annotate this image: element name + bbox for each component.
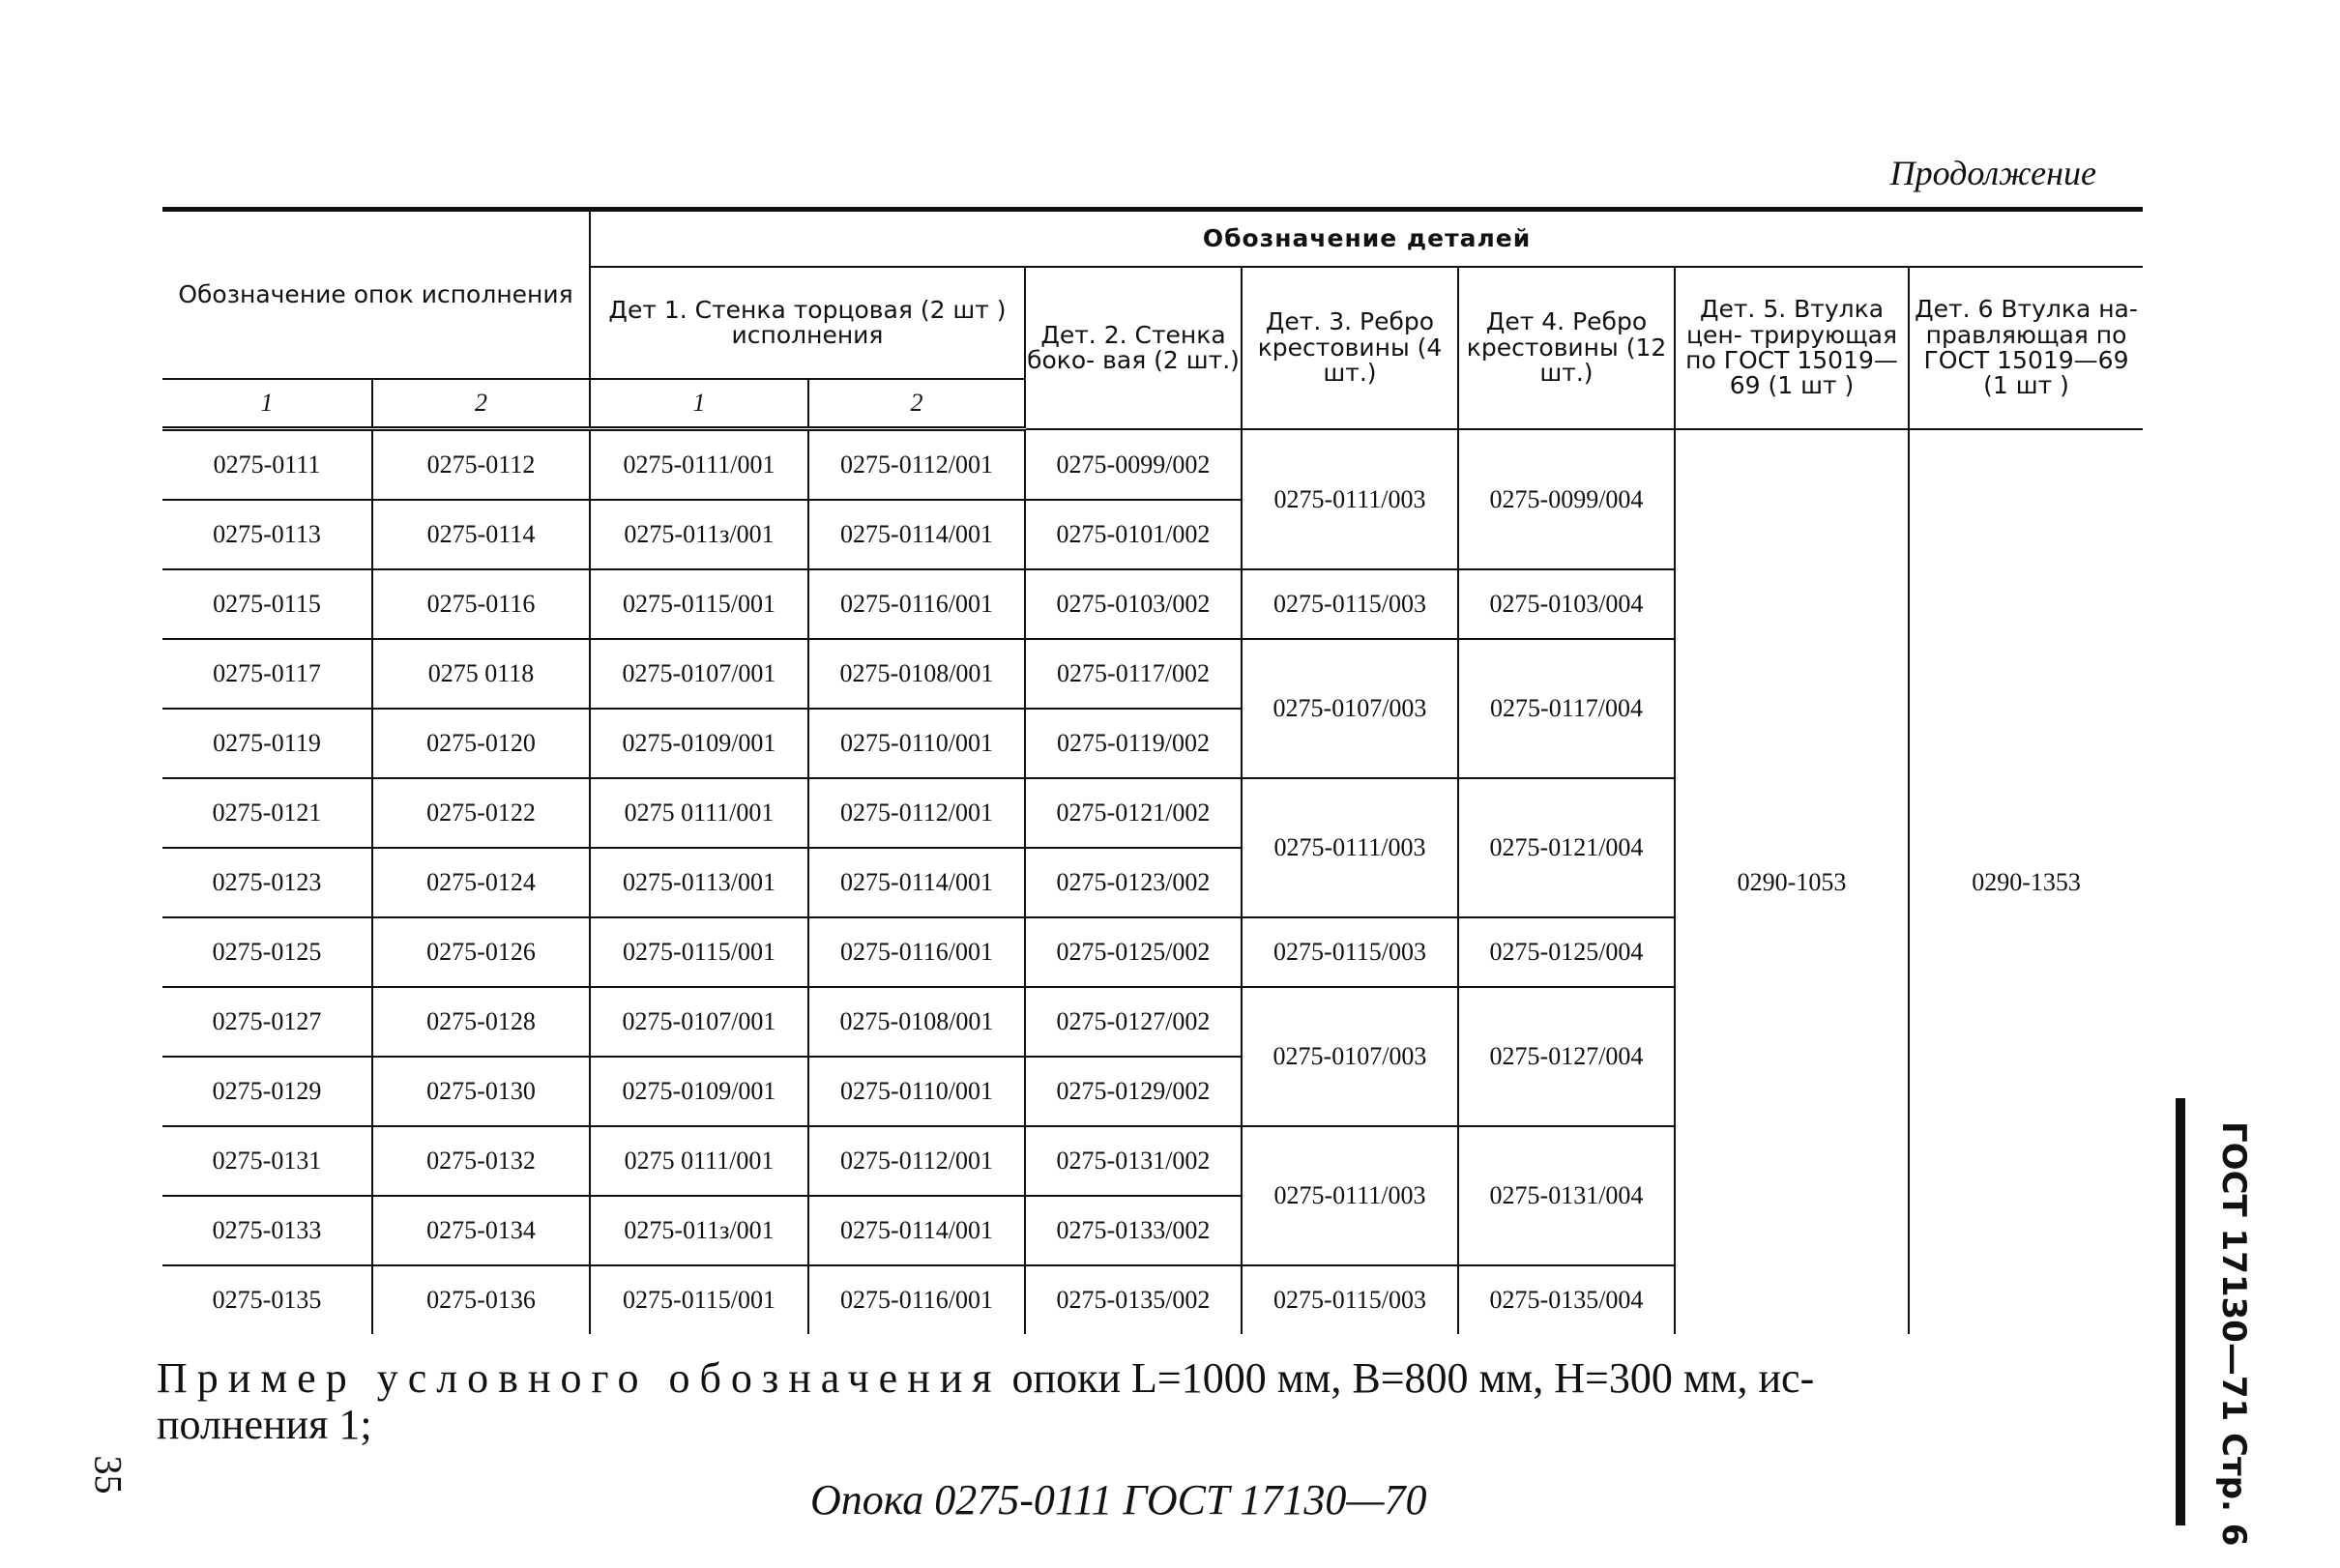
cell-det2: 0275-0121/002 [1025,778,1242,848]
header-designation: Обозначение опок исполнения [162,210,590,380]
cell-opoka-2: 0275-0130 [372,1057,590,1126]
cell-opoka-2: 0275-0132 [372,1126,590,1196]
cell-det1-2: 0275-0114/001 [808,848,1025,917]
cell-det2: 0275-0129/002 [1025,1057,1242,1126]
example-dimensions-text: опоки L=1000 мм, B=800 мм, H=300 мм, ис- [1011,1354,1815,1402]
cell-opoka-1: 0275-0113 [162,500,372,569]
cell-opoka-2: 0275-0116 [372,569,590,639]
cell-det1-2: 0275-0116/001 [808,1265,1025,1334]
header-det4: Дет 4. Ребро крестовины (12 шт.) [1458,267,1675,429]
cell-det2: 0275-0135/002 [1025,1265,1242,1334]
cell-det2: 0275-0127/002 [1025,987,1242,1057]
cell-det3: 0275-0111/003 [1242,1126,1458,1265]
cell-det1-1: 0275-0115/001 [590,569,808,639]
subheader-det1-exec-2: 2 [808,379,1025,429]
cell-det2: 0275-0133/002 [1025,1196,1242,1265]
cell-det4: 0275-0135/004 [1458,1265,1675,1334]
subheader-det1-exec-1: 1 [590,379,808,429]
example-line-1 [157,1353,1814,1403]
cell-det1-1: 0275-011з/001 [590,500,808,569]
cell-opoka-1: 0275-0131 [162,1126,372,1196]
cell-opoka-1: 0275-0117 [162,639,372,709]
cell-det3: 0275-0107/003 [1242,639,1458,778]
cell-det4: 0275-0121/004 [1458,778,1675,917]
cell-opoka-2: 0275-0136 [372,1265,590,1334]
cell-opoka-2: 0275-0124 [372,848,590,917]
table-row [162,429,2143,501]
cell-det1-1: 0275-011з/001 [590,1196,808,1265]
cell-det1-1: 0275 0111/001 [590,778,808,848]
parts-table [162,207,2143,1334]
cell-det1-2: 0275-0116/001 [808,917,1025,987]
cell-opoka-1: 0275-0115 [162,569,372,639]
cell-opoka-1: 0275-0135 [212,1286,322,1315]
cell-det1-1: 0275-0109/001 [590,1057,808,1126]
cell-det5: 0290-1053 [1675,429,1909,1335]
side-rule [2176,1098,2185,1525]
cell-det2: 0275-0119/002 [1025,709,1242,778]
header-det2: Дет. 2. Стенка боко- вая (2 шт.) [1025,267,1242,429]
header-det3: Дет. 3. Ребро крестовины (4 шт.) [1242,267,1458,429]
cell-opoka-1: 0275-0111 [162,429,372,501]
cell-det4: 0275-0099/004 [1458,429,1675,570]
cell-opoka-1: 0275-0121 [162,778,372,848]
cell-det1-2: 0275-0112/001 [808,1126,1025,1196]
cell-det1-2: 0275-0112/001 [808,778,1025,848]
cell-opoka-1: 0275-0129 [162,1057,372,1126]
cell-det1-2: 0275-0110/001 [808,709,1025,778]
cell-opoka-1: 0275-0119 [162,709,372,778]
cell-det4: 0275-0131/004 [1458,1126,1675,1265]
cell-opoka-2: 0275-0126 [372,917,590,987]
cell-det6: 0290-1353 [1909,429,2143,1335]
cell-opoka-2: 0275-0114 [372,500,590,569]
cell-det1-1: 0275-0115/001 [590,1265,808,1334]
example-spaced-text: Пример условного обозначения [157,1354,1002,1402]
cell-det3: 0275-0111/003 [1242,778,1458,917]
cell-opoka-2: 0275-0120 [372,709,590,778]
cell-det1-1: 0275-0115/001 [590,917,808,987]
page-number: 35 [86,1455,131,1495]
subheader-exec-2: 2 [372,379,590,429]
cell-opoka-2: 0275 0118 [372,639,590,709]
cell-det1-2: 0275-0108/001 [808,987,1025,1057]
cell-det1-2: 0275-0112/001 [808,429,1025,501]
cell-det4: 0275-0117/004 [1458,639,1675,778]
example-designation: Опока 0275-0111 ГОСТ 17130—70 [810,1476,1427,1524]
cell-opoka-2: 0275-0112 [372,429,590,501]
cell-det1-2: 0275-0116/001 [808,569,1025,639]
header-det5: Дет. 5. Втулка цен- трирующая по ГОСТ 15019—69 (1 шт ) [1675,267,1909,429]
cell-det1-2: 0275-0114/001 [808,1196,1025,1265]
cell-det1-2: 0275-0110/001 [808,1057,1025,1126]
header-parts-group: Обозначение деталей [590,210,2143,268]
cell-opoka-1: 0275-0123 [162,848,372,917]
cell-det1-1: 0275 0111/001 [590,1126,808,1196]
cell-det1-1: 0275-0107/001 [590,639,808,709]
cell-det1-1: 0275-0109/001 [590,709,808,778]
cell-opoka-2: 0275-0134 [372,1196,590,1265]
cell-opoka-2: 0275-0128 [372,987,590,1057]
continuation-label: Продолжение [1889,154,2096,192]
cell-det4: 0275-0103/004 [1458,569,1675,639]
cell-det3: 0275-0115/003 [1242,569,1458,639]
cell-det1-1: 0275-0113/001 [590,848,808,917]
cell-det4: 0275-0127/004 [1458,987,1675,1126]
cell-opoka-2: 0275-0122 [372,778,590,848]
side-standard-label: ГОСТ 17130—71 Стр. 6 [2214,1121,2253,1547]
cell-opoka-1: 0275-0133 [162,1196,372,1265]
cell-det2: 0275-0101/002 [1025,500,1242,569]
subheader-exec-1: 1 [162,379,372,429]
cell-det3: 0275-0115/003 [1242,917,1458,987]
cell-det4: 0275-0125/004 [1458,917,1675,987]
cell-det3: 0275-0115/003 [1242,1265,1458,1334]
cell-opoka-1: 0275-0127 [162,987,372,1057]
cell-det2: 0275-0131/002 [1025,1126,1242,1196]
cell-det1-2: 0275-0108/001 [808,639,1025,709]
cell-det2: 0275-0117/002 [1025,639,1242,709]
cell-det2: 0275-0103/002 [1025,569,1242,639]
cell-det2: 0275-0123/002 [1025,848,1242,917]
cell-det3: 0275-0107/003 [1242,987,1458,1126]
cell-det1-1: 0275-0107/001 [590,987,808,1057]
cell-det1-2: 0275-0114/001 [808,500,1025,569]
example-line-2: полнения 1; [157,1401,372,1448]
cell-det2: 0275-0099/002 [1025,429,1242,501]
cell-det1-1: 0275-0111/001 [590,429,808,501]
header-det1: Дет 1. Стенка торцовая (2 шт ) исполнения [590,267,1025,379]
cell-det3: 0275-0111/003 [1242,429,1458,570]
cell-opoka-1: 0275-0125 [162,917,372,987]
cell-det2: 0275-0125/002 [1025,917,1242,987]
header-det6: Дет. 6 Втулка на- правляющая по ГОСТ 15019—69 (1 шт ) [1909,267,2143,429]
